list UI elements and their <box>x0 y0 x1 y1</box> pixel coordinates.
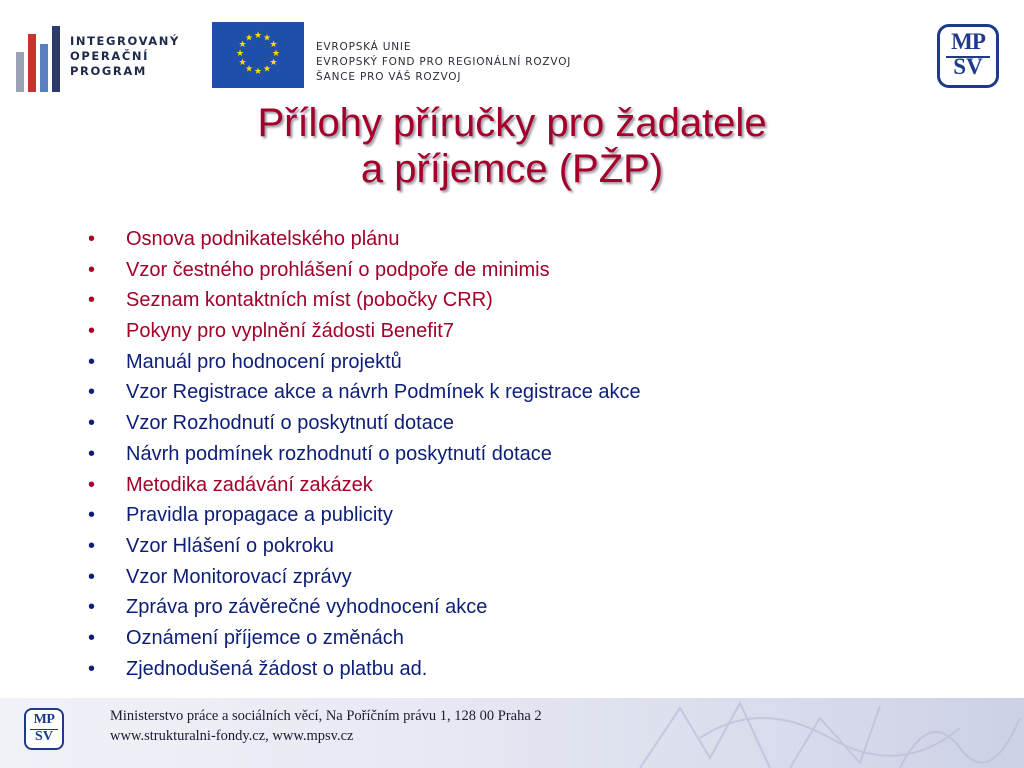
slide-title-line2: a příjemce (PŽP) <box>360 147 664 191</box>
attachment-list-item-text: Seznam kontaktních míst (pobočky CRR) <box>126 289 493 312</box>
mpsv-logo-sv: SV <box>953 54 983 79</box>
iop-logo <box>16 20 180 92</box>
attachment-list-item <box>86 592 641 623</box>
bullet-icon: • <box>88 289 96 312</box>
attachment-list-item <box>86 654 641 685</box>
attachment-list-item <box>86 500 641 531</box>
eu-logo-line: ŠANCE PRO VÁŠ ROZVOJ <box>316 71 462 83</box>
bullet-icon: • <box>88 657 96 680</box>
iop-logo-bar <box>40 44 48 92</box>
svg-text:★: ★ <box>271 49 281 59</box>
attachment-list-item-text: Osnova podnikatelského plánu <box>126 228 400 250</box>
attachment-list-item <box>86 255 641 286</box>
bullet-icon: • <box>88 442 96 465</box>
svg-text:★: ★ <box>262 33 272 44</box>
bullet-icon: • <box>88 228 96 250</box>
footer-address: Ministerstvo práce a sociálních věcí, Na Poříčním právu 1, 128 00 Praha 2 <box>110 708 542 724</box>
svg-text:★: ★ <box>244 33 254 44</box>
attachment-list-item-text: Vzor Monitorovací zprávy <box>126 565 352 588</box>
svg-text:★: ★ <box>253 67 263 77</box>
iop-logo-line: OPERAČNÍ <box>70 48 149 63</box>
bullet-icon: • <box>88 258 96 281</box>
eu-logo-text <box>316 40 571 85</box>
svg-text:★: ★ <box>269 58 278 68</box>
attachment-list-item-text: Metodika zadávání zakázek <box>126 473 373 496</box>
bullet-icon: • <box>88 320 96 343</box>
bullet-icon: • <box>88 412 96 435</box>
iop-logo-line: INTEGROVANÝ <box>70 33 180 48</box>
bullet-icon: • <box>88 596 96 619</box>
footer-text <box>110 706 542 746</box>
attachment-list-item <box>86 439 641 470</box>
attachment-list-item-text: Vzor Hlášení o pokroku <box>126 534 334 557</box>
iop-logo-bar <box>28 34 36 92</box>
iop-logo-bar <box>16 52 24 92</box>
svg-text:★: ★ <box>269 40 278 50</box>
bullet-icon: • <box>88 626 96 649</box>
attachment-list-item-text: Vzor Registrace akce a návrh Podmínek k registrace akce <box>126 381 641 404</box>
bullet-icon: • <box>88 381 96 404</box>
attachment-list-item-text: Pokyny pro vyplnění žádosti Benefit7 <box>126 320 454 343</box>
attachment-list-item <box>86 408 641 439</box>
svg-text:★: ★ <box>238 58 247 68</box>
svg-text:★: ★ <box>253 31 263 41</box>
attachment-list-item <box>86 531 641 562</box>
attachment-list-item <box>86 224 641 255</box>
eu-flag-stars <box>212 22 304 88</box>
attachment-list-item <box>86 316 641 347</box>
iop-logo-text <box>70 34 180 79</box>
iop-logo-line: PROGRAM <box>70 63 147 78</box>
attachment-list-item <box>86 285 641 316</box>
attachment-list-item <box>86 470 641 501</box>
bullet-icon: • <box>88 350 96 373</box>
iop-logo-mark <box>16 20 64 92</box>
attachment-list-item <box>86 347 641 378</box>
attachment-list-item-text: Návrh podmínek rozhodnutí o poskytnutí dotace <box>126 442 552 465</box>
mpsv-logo-mp: MP <box>951 29 985 54</box>
eu-logo-line: EVROPSKÁ UNIE <box>316 41 412 53</box>
footer-mpsv-sv: SV <box>35 729 53 744</box>
footer <box>0 698 1024 768</box>
iop-logo-bar <box>52 26 60 92</box>
attachment-list-item-text: Vzor čestného prohlášení o podpoře de minimis <box>126 258 550 281</box>
footer-websites: www.strukturalni-fondy.cz, www.mpsv.cz <box>110 728 354 744</box>
attachment-list-item <box>86 377 641 408</box>
footer-mpsv-mp: MP <box>33 712 55 727</box>
svg-text:★: ★ <box>262 64 272 75</box>
attachment-list-item <box>86 623 641 654</box>
attachment-list-item-text: Zjednodušená žádost o platbu ad. <box>126 657 428 680</box>
bullet-icon: • <box>88 565 96 588</box>
attachment-list-item-text: Oznámení příjemce o změnách <box>126 626 404 649</box>
slide-title <box>0 100 1024 192</box>
attachment-list <box>86 224 641 684</box>
svg-text:★: ★ <box>244 64 254 75</box>
footer-mpsv-logo <box>24 708 64 750</box>
attachment-list-item-text: Vzor Rozhodnutí o poskytnutí dotace <box>126 412 454 435</box>
attachment-list-item-text: Manuál pro hodnocení projektů <box>126 350 402 373</box>
slide-title-line1: Přílohy příručky pro žadatele <box>257 101 767 145</box>
svg-text:★: ★ <box>235 49 245 59</box>
attachment-list-item-text: Pravidla propagace a publicity <box>126 504 393 527</box>
mpsv-logo <box>937 24 999 88</box>
eu-flag-icon <box>212 22 304 88</box>
svg-text:★: ★ <box>238 40 247 50</box>
attachment-list-item <box>86 562 641 593</box>
bullet-icon: • <box>88 504 96 527</box>
attachment-list-item-text: Zpráva pro závěrečné vyhodnocení akce <box>126 596 488 619</box>
eu-logo-line: EVROPSKÝ FOND PRO REGIONÁLNÍ ROZVOJ <box>316 56 572 68</box>
bullet-icon: • <box>88 473 96 496</box>
bullet-icon: • <box>88 534 96 557</box>
